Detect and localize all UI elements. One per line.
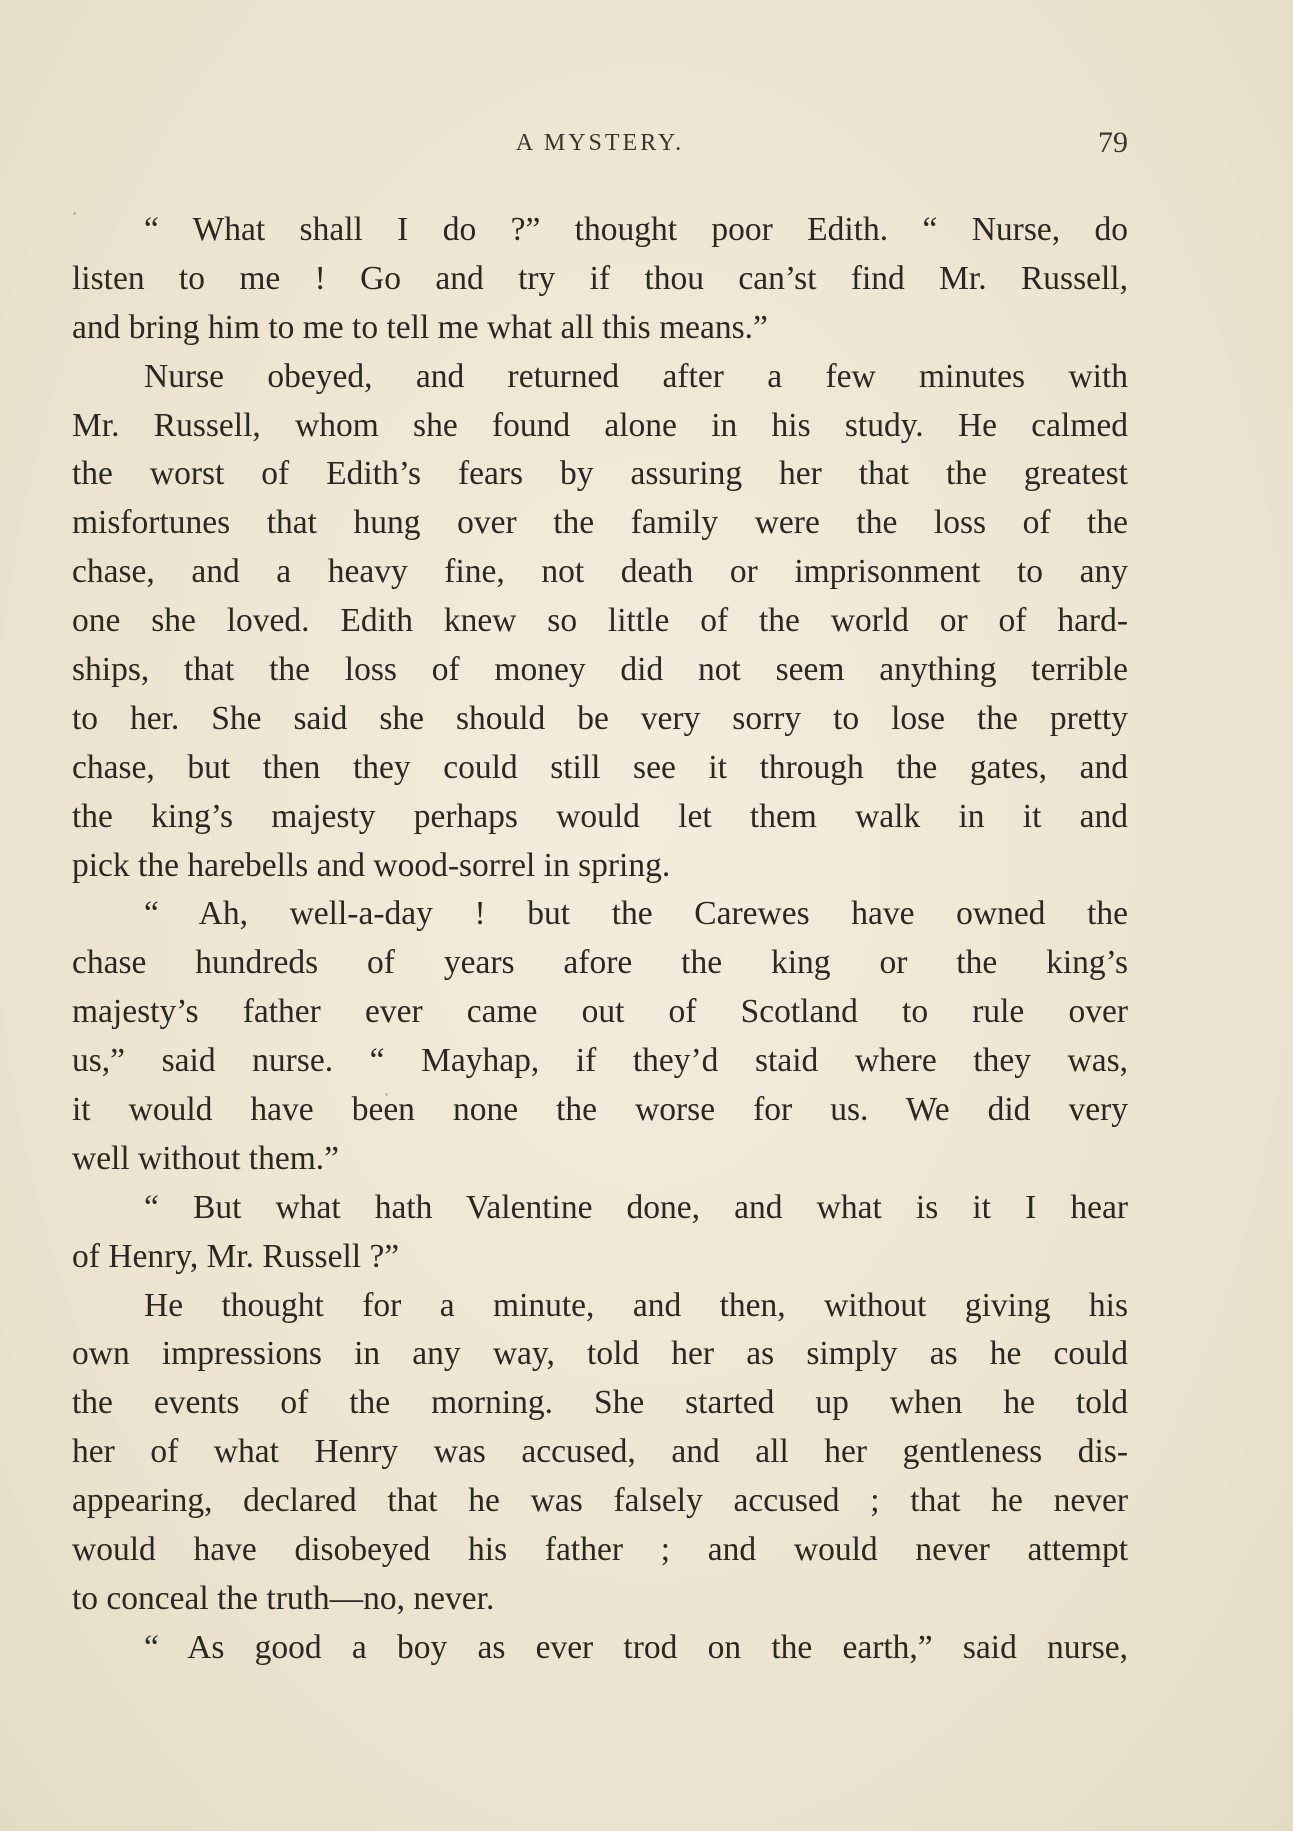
running-title: A MYSTERY. — [515, 130, 685, 156]
running-head — [72, 125, 1128, 161]
text-line: “ What shall I do ?” thought poor Edith. “ Nurse, do — [144, 211, 1128, 248]
text-line: own impressions in any way, told her as simply as he could — [72, 1335, 1128, 1373]
text-line: to conceal the truth—no, never. — [72, 1579, 495, 1617]
text-line: “ Ah, well-a-day ! but the Carewes have owned the — [144, 895, 1128, 933]
text-line: chase, and a heavy fine, not death or imprisonment to any — [72, 553, 1128, 591]
text-line: majesty’s father ever came out of Scotland to rule over — [72, 993, 1128, 1031]
text-line: listen to me ! Go and try if thou can’st find Mr. Russell, — [72, 259, 1128, 297]
text-line: the events of the morning. She started up when he told — [72, 1384, 1128, 1422]
text-line: to her. She said she should be very sorry to lose the pretty — [72, 699, 1128, 737]
text-line: the king’s majesty perhaps would let them walk in it and — [72, 797, 1128, 835]
paper-speck — [73, 212, 76, 215]
text-line: the worst of Edith’s fears by assuring her that the greatest — [72, 455, 1128, 493]
text-line: appearing, declared that he was falsely accused ; that he never — [72, 1482, 1128, 1520]
page-number: 79 — [1098, 126, 1128, 159]
text-line: “ But what hath Valentine done, and what is it I hear — [144, 1188, 1128, 1226]
text-line: chase, but then they could still see it through the gates, and — [72, 748, 1128, 786]
text-line: one she loved. Edith knew so little of the world or of hard- — [72, 602, 1128, 640]
text-line: ships, that the loss of money did not seem anything terrible — [72, 651, 1128, 689]
text-line: misfortunes that hung over the family were the loss of the — [72, 504, 1128, 542]
body-text — [72, 206, 1128, 1673]
text-line: Nurse obeyed, and returned after a few minutes with — [144, 357, 1128, 395]
text-line: pick the harebells and wood-sorrel in spring. — [72, 846, 671, 884]
text-line: of Henry, Mr. Russell ?” — [72, 1237, 400, 1275]
paper-speck — [385, 1093, 388, 1096]
text-line: us,” said nurse. “ Mayhap, if they’d staid where they was, — [72, 1042, 1128, 1080]
text-line: well without them.” — [72, 1139, 340, 1177]
text-line: He thought for a minute, and then, without giving his — [144, 1286, 1128, 1324]
text-line: would have disobeyed his father ; and would never attempt — [72, 1531, 1128, 1569]
text-line: it would have been none the worse for us. We did very — [72, 1091, 1128, 1129]
text-line: Mr. Russell, whom she found alone in his study. He calmed — [72, 406, 1128, 444]
text-line: “ As good a boy as ever trod on the earth,” said nurse, — [144, 1628, 1128, 1666]
text-line: her of what Henry was accused, and all her gentleness dis- — [72, 1433, 1128, 1471]
text-line: chase hundreds of years afore the king or the king’s — [72, 944, 1128, 982]
text-line: and bring him to me to tell me what all this means.” — [72, 308, 768, 346]
